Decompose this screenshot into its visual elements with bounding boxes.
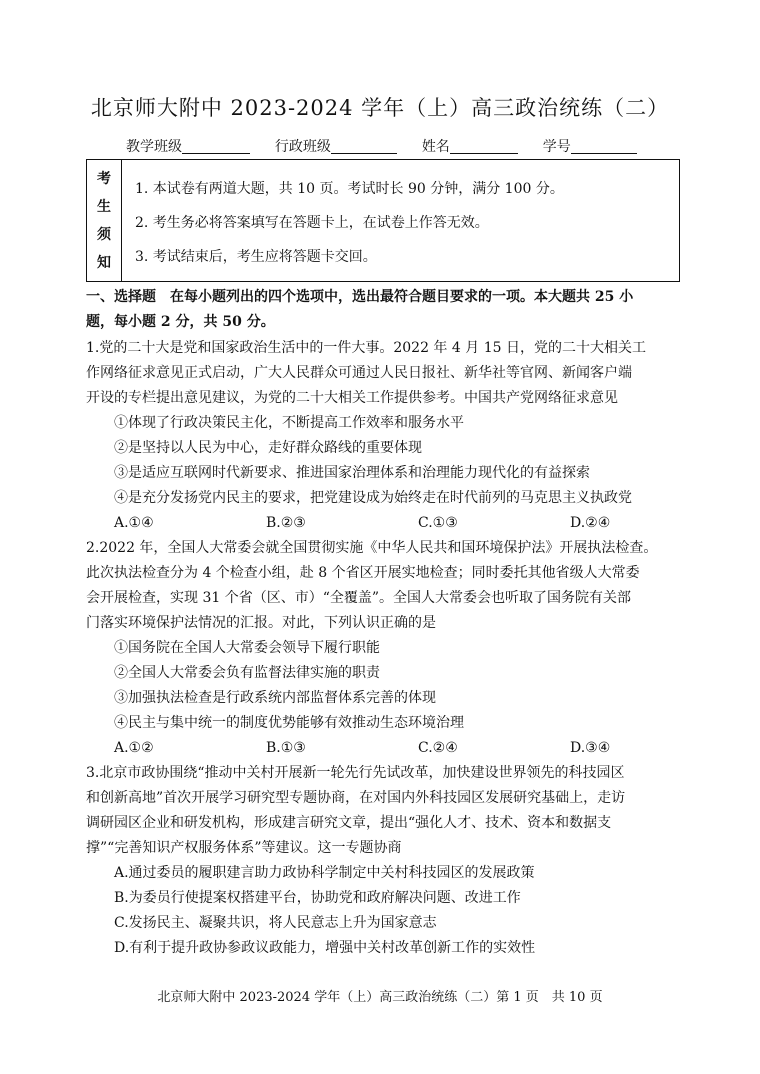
- answer-option: B.①③: [266, 740, 306, 756]
- answer-option: A.通过委员的履职建言助力政协科学制定中关村科技园区的发展政策: [114, 865, 535, 881]
- answer-option: A.①②: [114, 740, 154, 756]
- admin-class-blank: [331, 139, 397, 154]
- answer-option: D.③④: [570, 740, 611, 756]
- teaching-class-label: 教学班级: [126, 139, 182, 155]
- question-stem: 开设的专栏提出意见建议，为党的二十大相关工作提供参考。中国共产党网络征求意见: [86, 390, 618, 406]
- question-stem: 调研园区企业和研发机构，形成建言研究文章，提出“强化人才、技术、资本和数据支: [86, 815, 612, 831]
- notice-heading-char: 知: [97, 255, 111, 271]
- statement-item: ④是充分发扬党内民主的要求，把党建设成为始终走在时代前列的马克思主义执政党: [114, 490, 632, 506]
- exam-title: 北京师大附中 2023-2024 学年（上）高三政治统练（二）: [90, 96, 670, 120]
- admin-class-label: 行政班级: [274, 139, 331, 155]
- page-footer: 北京师大附中 2023-2024 学年（上）高三政治统练（二）第 1 页 共 10 页: [157, 990, 603, 1005]
- question-stem: 和创新高地”首次开展学习研究型专题协商，在对国内外科技园区发展研究基础上，走访: [86, 790, 626, 806]
- notice-heading-char: 须: [97, 227, 111, 243]
- question-stem: 门落实环境保护法情况的汇报。对此，下列认识正确的是: [86, 615, 436, 631]
- student-info-row: [126, 136, 637, 156]
- section-heading: 题，每小题 2 分，共 50 分。: [86, 314, 275, 330]
- question-stem: 3.北京市政协围绕“推动中关村开展新一轮先行先试改革，加快建设世界领先的科技园区: [86, 765, 625, 781]
- statement-item: ③加强执法检查是行政系统内部监督体系完善的体现: [114, 690, 436, 706]
- statement-item: ①国务院在全国人大常委会领导下履行职能: [114, 640, 380, 656]
- answer-option: C.①③: [418, 515, 458, 531]
- notice-item: 1. 本试卷有两道大题，共 10 页。考试时长 90 分钟，满分 100 分。: [135, 181, 564, 197]
- statement-item: ②是坚持以人民为中心，走好群众路线的重要体现: [114, 440, 422, 456]
- teaching-class-blank: [182, 139, 250, 154]
- statement-item: ③是适应互联网时代新要求、推进国家治理体系和治理能力现代化的有益探索: [114, 465, 590, 481]
- student-no-label: 学号: [542, 139, 571, 155]
- question-stem: 1.党的二十大是党和国家政治生活中的一件大事。2022 年 4 月 15 日，党的二十大相关工: [86, 340, 646, 356]
- notice-item: 2. 考生务必将答案填写在答题卡上，在试卷上作答无效。: [135, 215, 489, 231]
- answer-option: C.②④: [418, 740, 458, 756]
- notice-heading-char: 生: [97, 199, 111, 215]
- question-stem: 2.2022 年，全国人大常委会就全国贯彻实施《中华人民共和国环境保护法》开展执法检查。: [86, 540, 658, 556]
- notice-heading-char: 考: [97, 171, 111, 187]
- notice-item: 3. 考试结束后，考生应将答题卡交回。: [135, 249, 377, 265]
- name-label: 姓名: [421, 139, 450, 155]
- statement-item: ④民主与集中统一的制度优势能够有效推动生态环境治理: [114, 715, 464, 731]
- statement-item: ②全国人大常委会负有监督法律实施的职责: [114, 665, 380, 681]
- answer-option: B.为委员行使提案权搭建平台，协助党和政府解决问题、改进工作: [114, 890, 521, 906]
- answer-option: D.②④: [570, 515, 611, 531]
- answer-option: D.有利于提升政协参政议政能力，增强中关村改革创新工作的实效性: [114, 940, 536, 956]
- answer-option: A.①④: [114, 515, 154, 531]
- student-no-blank: [571, 139, 637, 154]
- question-stem: 作网络征求意见正式启动，广大人民群众可通过人民日报社、新华社等官网、新闻客户端: [86, 365, 632, 381]
- section-heading: 一、选择题 在每小题列出的四个选项中，选出最符合题目要求的一项。本大题共 25 小: [86, 289, 634, 305]
- statement-item: ①体现了行政决策民主化，不断提高工作效率和服务水平: [114, 415, 464, 431]
- answer-option: B.②③: [266, 515, 306, 531]
- name-blank: [450, 139, 518, 154]
- notice-heading: [87, 160, 122, 281]
- question-stem: 会开展检查，实现 31 个省（区、市）“全覆盖”。全国人大常委会也听取了国务院有关部: [86, 590, 632, 606]
- question-stem: 此次执法检查分为 4 个检查小组，赴 8 个省区开展实地检查；同时委托其他省级人大常委: [86, 565, 640, 581]
- answer-option: C.发扬民主、凝聚共识，将人民意志上升为国家意志: [114, 915, 437, 931]
- candidate-notice-box: [86, 159, 680, 282]
- question-stem: 撑”“完善知识产权服务体系”等建议。这一专题协商: [86, 840, 402, 856]
